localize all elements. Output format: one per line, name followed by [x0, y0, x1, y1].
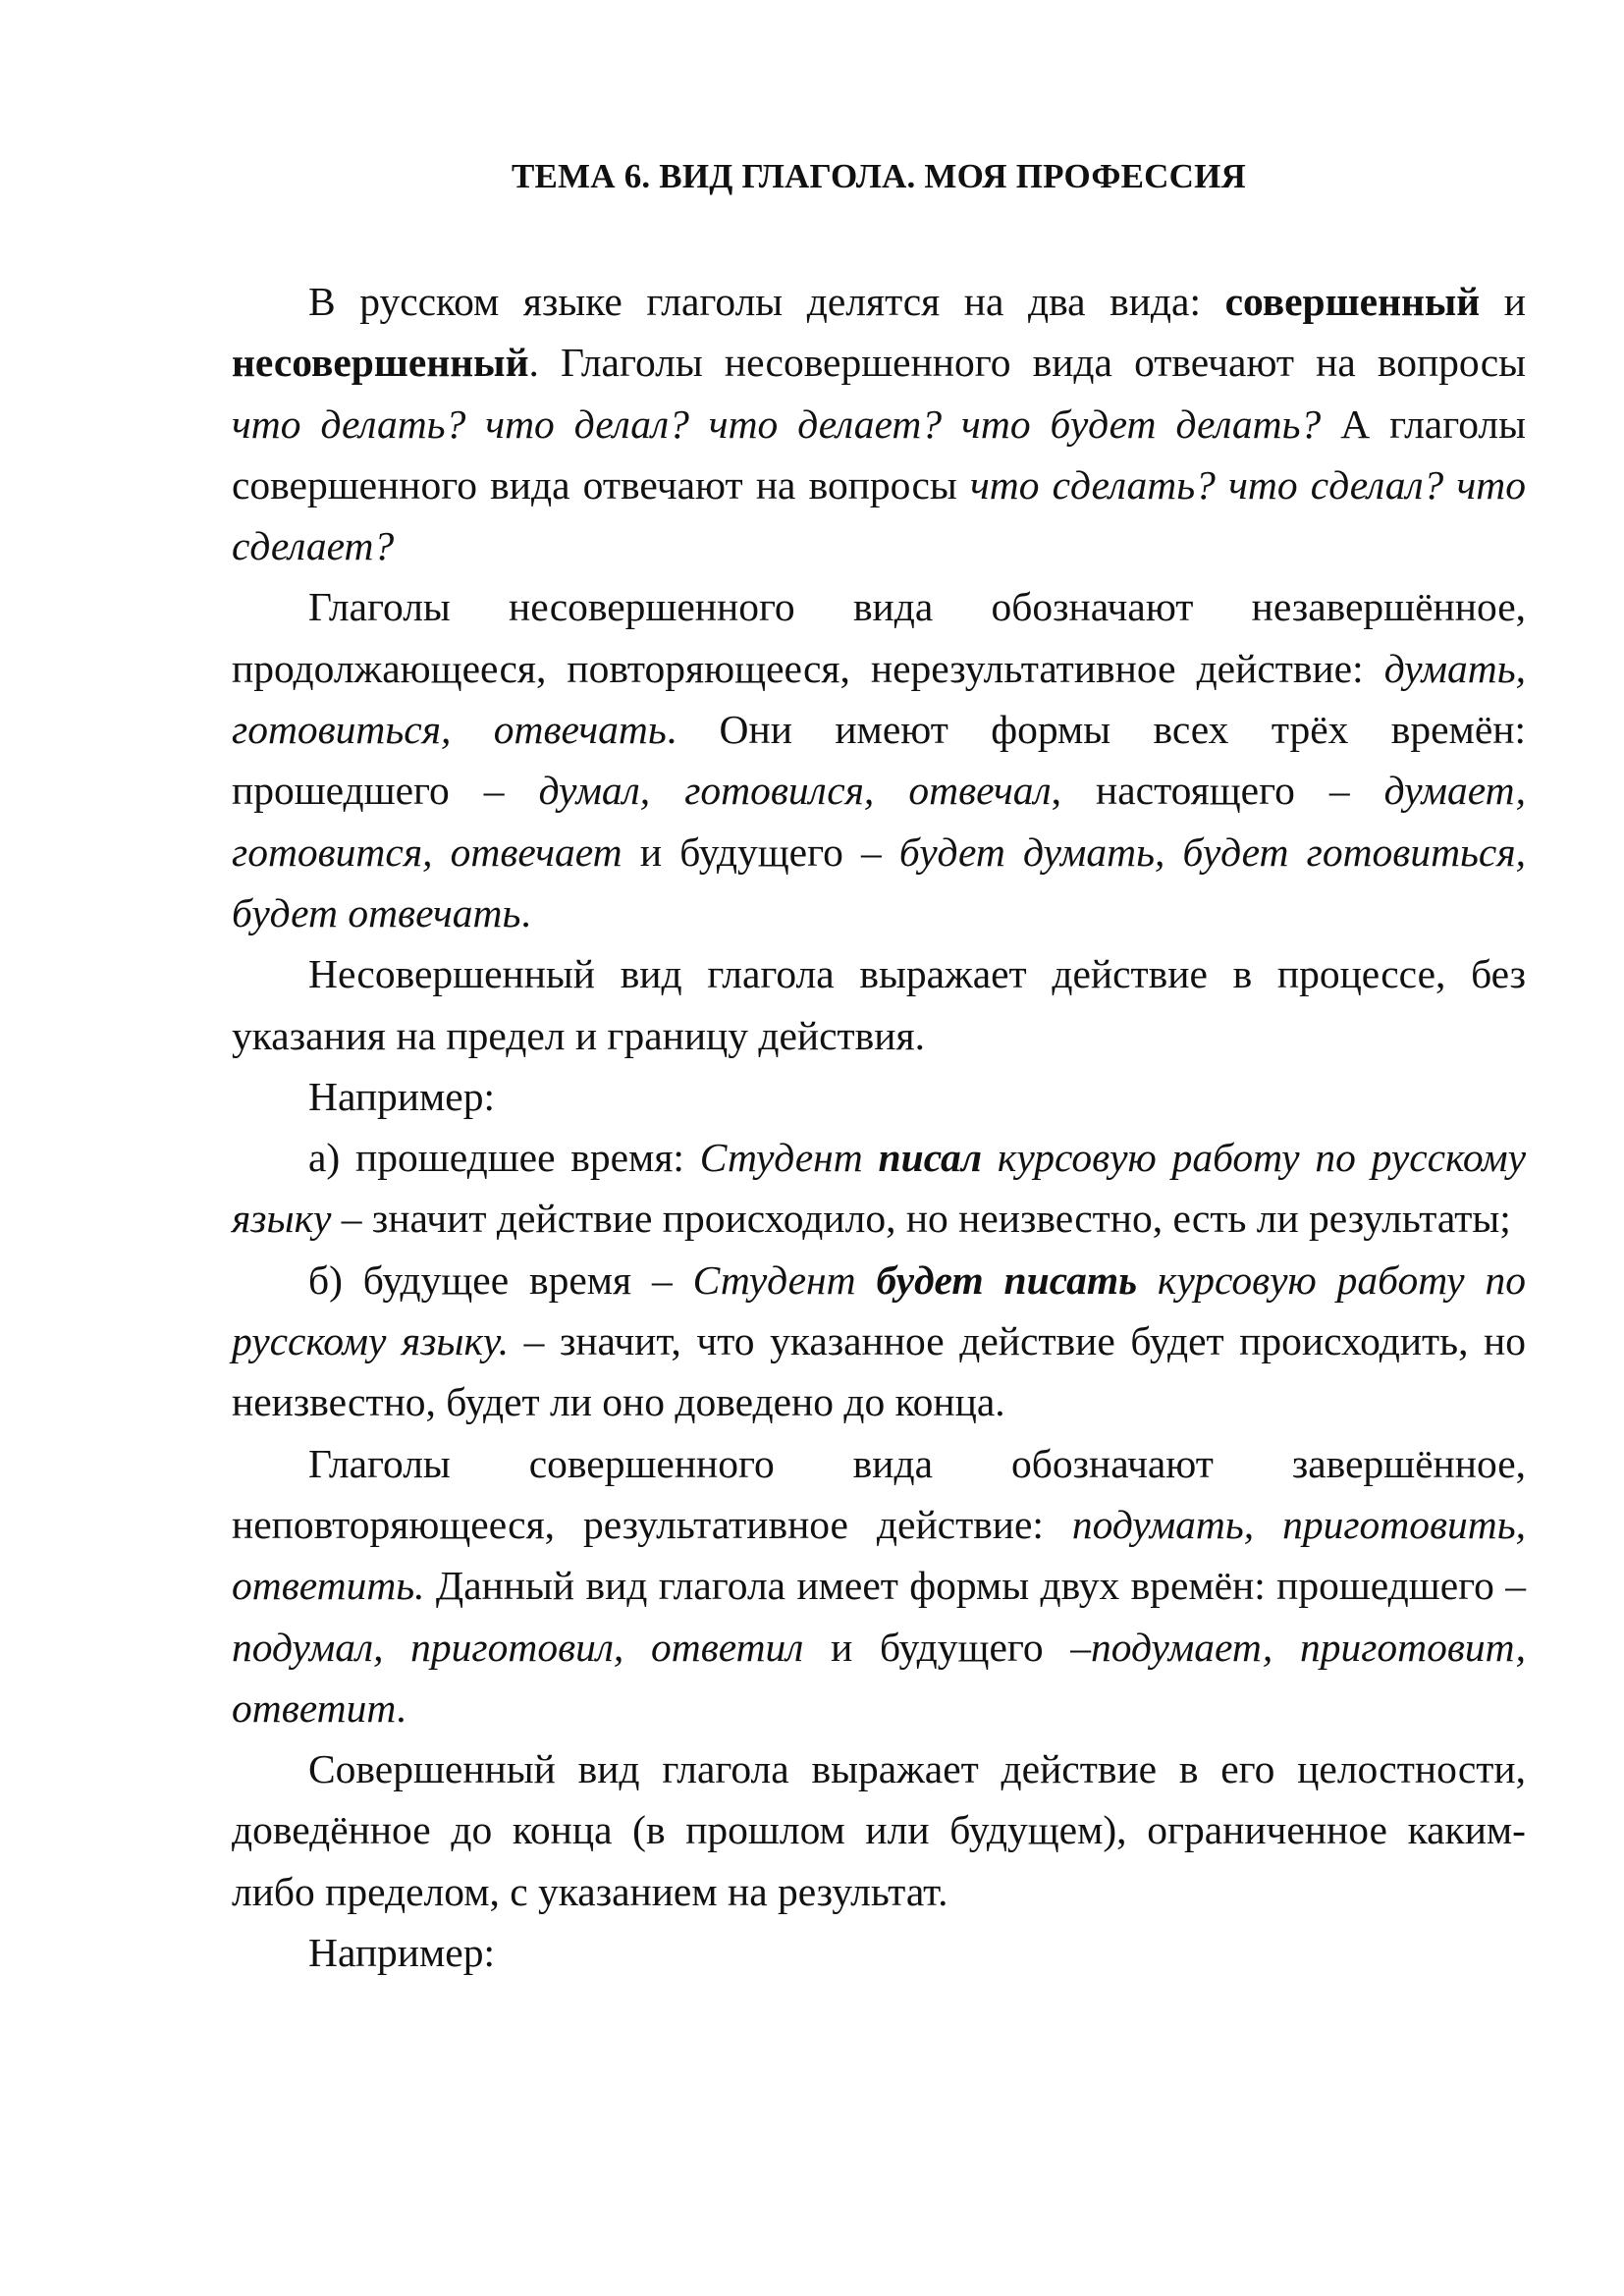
text-run: . — [520, 889, 531, 935]
text-run: . — [396, 1684, 406, 1731]
text-run: . Глаголы несовершенного вида отвечают на вопросы — [528, 340, 1526, 386]
bold-italic-text: писал — [878, 1135, 983, 1181]
bold-text: несовершенный — [232, 340, 529, 386]
text-run: Данный вид глагола имеет формы двух времён: прошедшего – — [424, 1563, 1526, 1609]
italic-text: курсовую работу по русскому языку — [232, 1135, 1526, 1242]
italic-text: что делать? что делал? что делает? что будет делать? — [232, 400, 1322, 447]
text-run: Несовершенный вид глагола выражает действие в процессе, без указания на предел и границу действия. — [232, 951, 1526, 1058]
paragraph — [232, 1066, 1526, 1127]
paragraph — [232, 1433, 1526, 1738]
paragraph — [232, 271, 1526, 576]
italic-text: Студент — [699, 1135, 879, 1181]
italic-text: думал, готовился, отвечал — [538, 768, 1052, 814]
text-run: Глаголы совершенного вида обозначают завершённое, неповторяющееся, результативное действие: — [232, 1440, 1526, 1547]
italic-text: подумает, приготовит, ответит — [232, 1624, 1527, 1731]
bold-text: совершенный — [1224, 279, 1481, 324]
text-run: Совершенный вид глагола выражает действие в его целостности, доведённое до конца (в прошлом или будущем), ограниченное каким-либо пределом, с указанием на результат. — [232, 1746, 1526, 1914]
italic-text: думает, готовится, отвечает — [232, 768, 1526, 875]
text-run: б) будущее время – — [308, 1256, 693, 1303]
italic-text: Студент — [692, 1256, 877, 1303]
text-run: – значит действие происходило, но неизвестно, есть ли результаты; — [331, 1196, 1511, 1242]
text-run: и — [1480, 279, 1526, 324]
italic-text: подумать, приготовить, ответить. — [232, 1501, 1526, 1609]
text-run: , настоящего – — [1051, 768, 1384, 814]
italic-text: будет думать, будет готовиться, будет отвечать — [232, 828, 1527, 935]
italic-text: курсовую работу по русскому языку. — [232, 1256, 1526, 1364]
text-run: Например: — [308, 1073, 495, 1119]
text-run: – значит, что указанное действие будет происходить, но неизвестно, будет ли оно доведено до конца. — [232, 1318, 1526, 1425]
text-run: и будущего – — [622, 828, 899, 875]
paragraph — [232, 1738, 1526, 1922]
text-run: а) прошедшее время: — [308, 1135, 700, 1181]
text-run: В русском языке глаголы делятся на два вида: — [308, 279, 1225, 324]
paragraph — [232, 1922, 1526, 1983]
text-run: Например: — [308, 1930, 495, 1976]
document-body — [232, 271, 1526, 1983]
paragraph — [232, 943, 1526, 1066]
paragraph — [232, 1127, 1526, 1250]
italic-text: подумал, приготовил, ответил — [232, 1624, 804, 1670]
paragraph — [232, 576, 1526, 943]
page-title: ТЕМА 6. ВИД ГЛАГОЛА. МОЯ ПРОФЕССИЯ — [511, 157, 1247, 195]
italic-text: что сделать? что сделал? что сделает? — [232, 461, 1526, 569]
italic-text: думать, готовиться, отвечать — [232, 645, 1526, 753]
text-run: . Они имеют формы всех трёх времён: прошедшего – — [232, 707, 1526, 814]
text-run: и будущего – — [803, 1624, 1092, 1670]
text-run: А глаголы совершенного вида отвечают на вопросы — [232, 400, 1527, 507]
text-run: Глаголы несовершенного вида обозначают незавершённое, продолжающееся, повторяющееся, нерезультативное действие: — [232, 584, 1526, 691]
bold-italic-text: будет писать — [876, 1256, 1138, 1303]
paragraph — [232, 1250, 1526, 1433]
